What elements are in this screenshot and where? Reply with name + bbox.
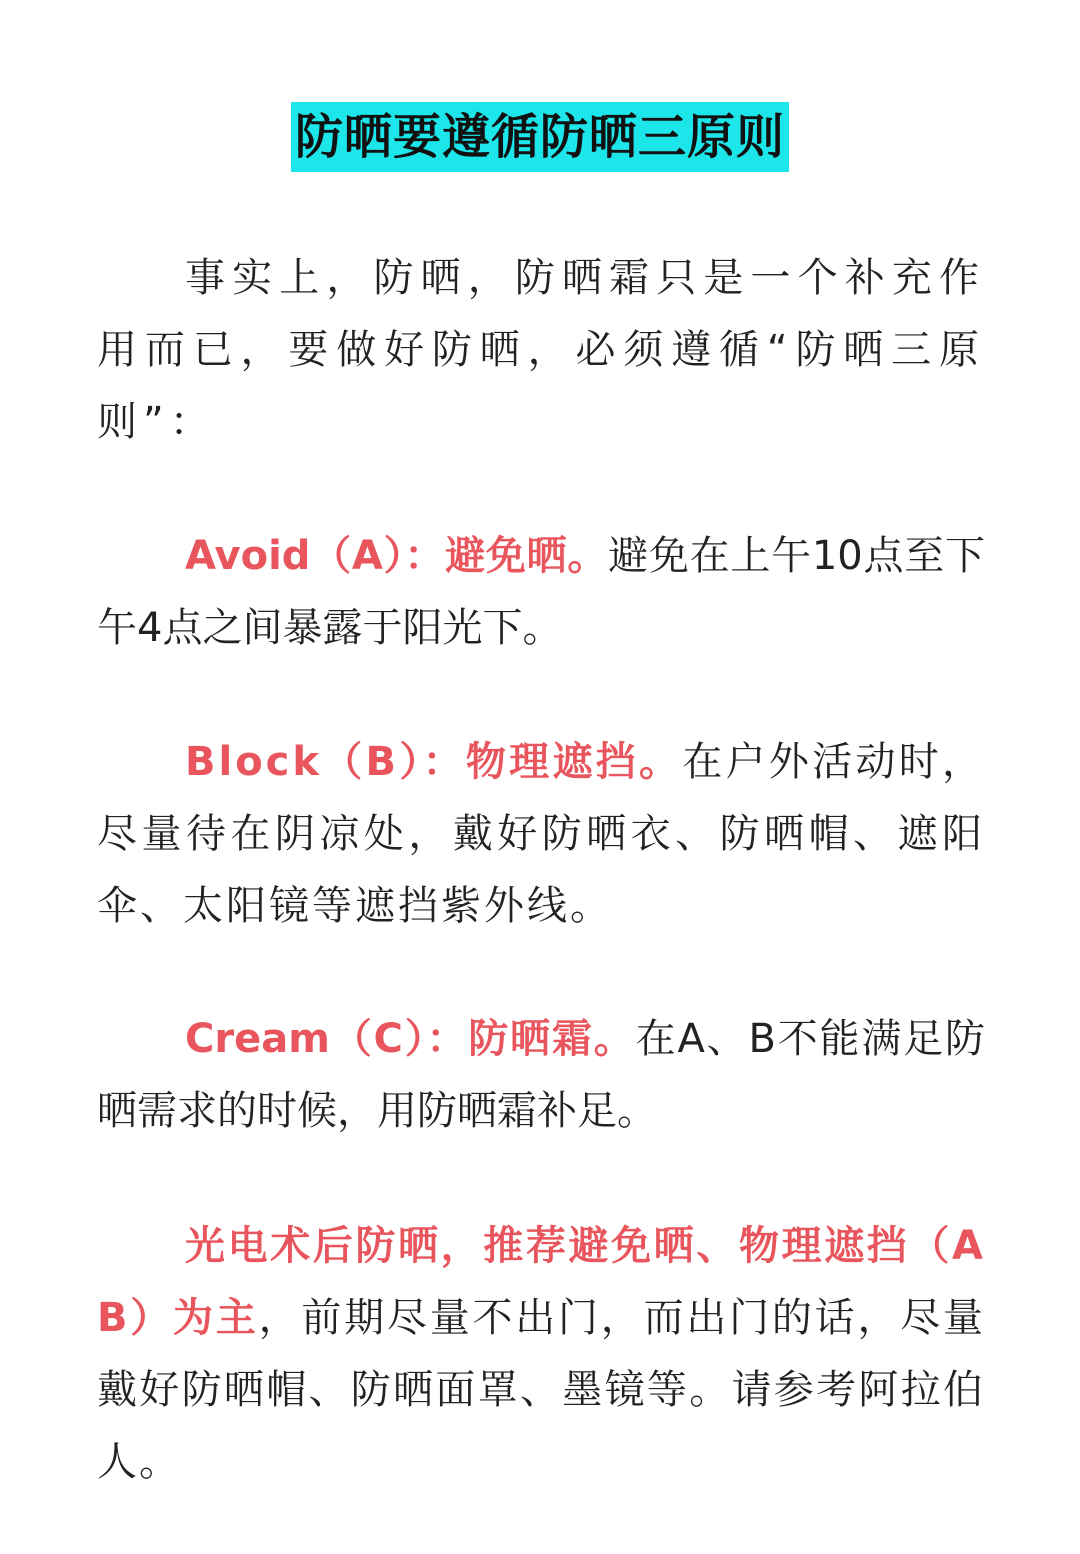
- block-heading: Block（B）：物理遮挡。: [185, 739, 683, 785]
- intro-paragraph: [97, 242, 985, 458]
- block-paragraph: [97, 726, 985, 942]
- cream-heading: Cream（C）：防晒霜。: [185, 1016, 636, 1062]
- postop-paragraph: [97, 1210, 985, 1498]
- avoid-body: 避免在上午10点至下午4点之间暴露于阳光下。: [97, 533, 986, 651]
- postop-heading: 光电术后防晒，推荐避免晒、物理遮挡（AB）为主: [97, 1223, 985, 1341]
- intro-text: 事实上，防晒，防晒霜只是一个补充作用而已，要做好防晒，必须遵循“防晒三原则”：: [97, 255, 985, 445]
- avoid-paragraph: [97, 520, 985, 664]
- page-title: 防晒要遵循防晒三原则: [291, 102, 789, 172]
- title-area: [0, 102, 1080, 172]
- cream-paragraph: [97, 1003, 985, 1147]
- avoid-heading: Avoid（A）：避免晒。: [185, 533, 609, 579]
- block-body: 在户外活动时，尽量待在阴凉处，戴好防晒衣、防晒帽、遮阳伞、太阳镜等遮挡紫外线。: [97, 739, 986, 929]
- postop-body: ，前期尽量不出门，而出门的话，尽量戴好防晒帽、防晒面罩、墨镜等。请参考阿拉伯人。: [97, 1295, 985, 1485]
- cream-body: 在A、B不能满足防晒需求的时候，用防晒霜补足。: [97, 1016, 985, 1134]
